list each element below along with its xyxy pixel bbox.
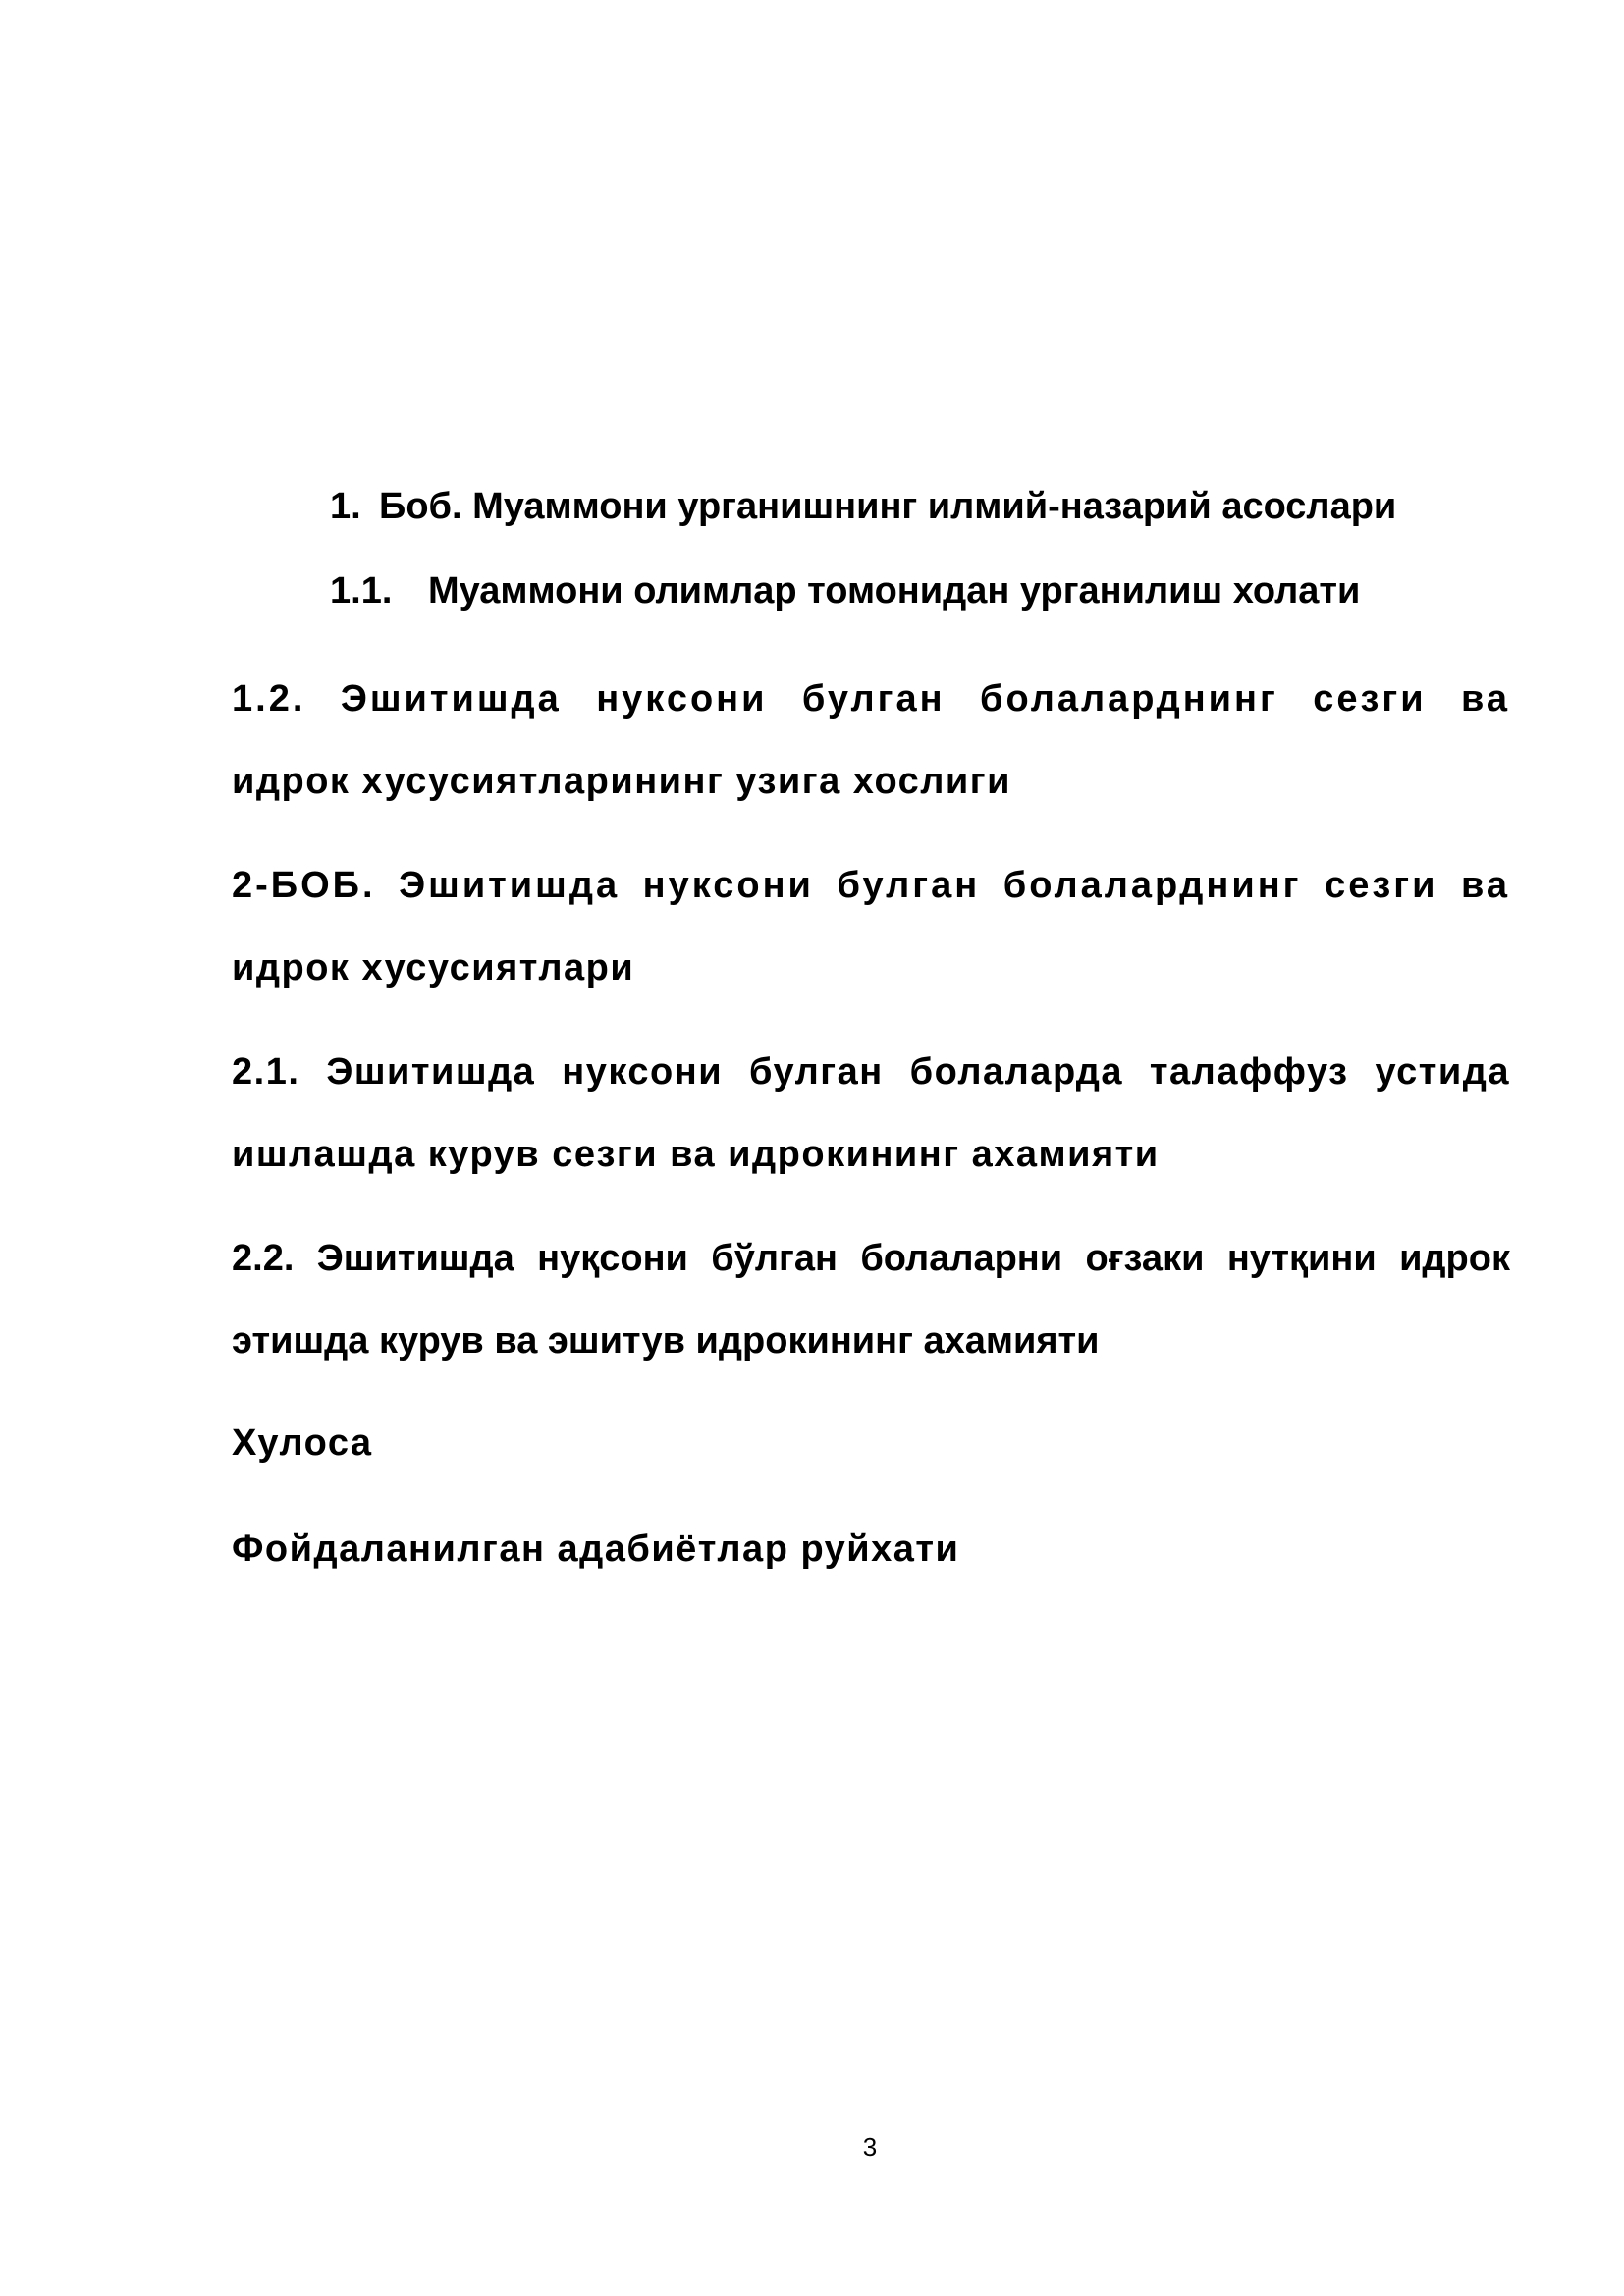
- toc-item-line: 1.2. Эшитишда нуксони булган болаларднинг сезги ва: [232, 678, 1510, 720]
- toc-item-section-2-1: [232, 1048, 1510, 1178]
- toc-item-line: идрок хусусиятларининг узига хослиги: [232, 761, 1011, 802]
- toc-item-references: Фойдаланилган адабиётлар руйхати: [232, 1528, 960, 1570]
- toc-item-line: 2.1. Эшитишда нуксони булган болаларда талаффуз устида: [232, 1051, 1510, 1093]
- toc-item-text: Муаммони олимлар томонидан урганилиш холати: [428, 570, 1361, 612]
- toc-item-line: идрок хусусиятлари: [232, 947, 635, 988]
- toc-item-line: ишлашда курув сезги ва идрокининг ахамияти: [232, 1134, 1160, 1175]
- toc-item-section-1-1: [232, 567, 1360, 614]
- toc-item-line: этишда курув ва эшитув идрокининг ахамияти: [232, 1320, 1100, 1362]
- toc-item-chapter-2: [232, 862, 1510, 991]
- toc-item-number: 1.: [330, 486, 361, 527]
- toc-item-chapter-1: [232, 483, 1396, 530]
- toc-item-line: 2-БОБ. Эшитишда нуксони булган болаларднинг сезги ва: [232, 865, 1510, 906]
- toc-item-section-1-2: [232, 675, 1510, 805]
- toc-item-conclusion: Хулоса: [232, 1422, 373, 1464]
- toc-item-text: Боб. Муаммони урганишнинг илмий-назарий асослари: [379, 486, 1397, 527]
- toc-item-section-2-2: [232, 1235, 1510, 1364]
- toc-item-number: 1.1.: [330, 570, 393, 612]
- toc-item-line: 2.2. Эшитишда нуқсони бўлган болаларни оғзаки нутқини идрок: [232, 1238, 1510, 1279]
- page-number: 3: [862, 2132, 878, 2162]
